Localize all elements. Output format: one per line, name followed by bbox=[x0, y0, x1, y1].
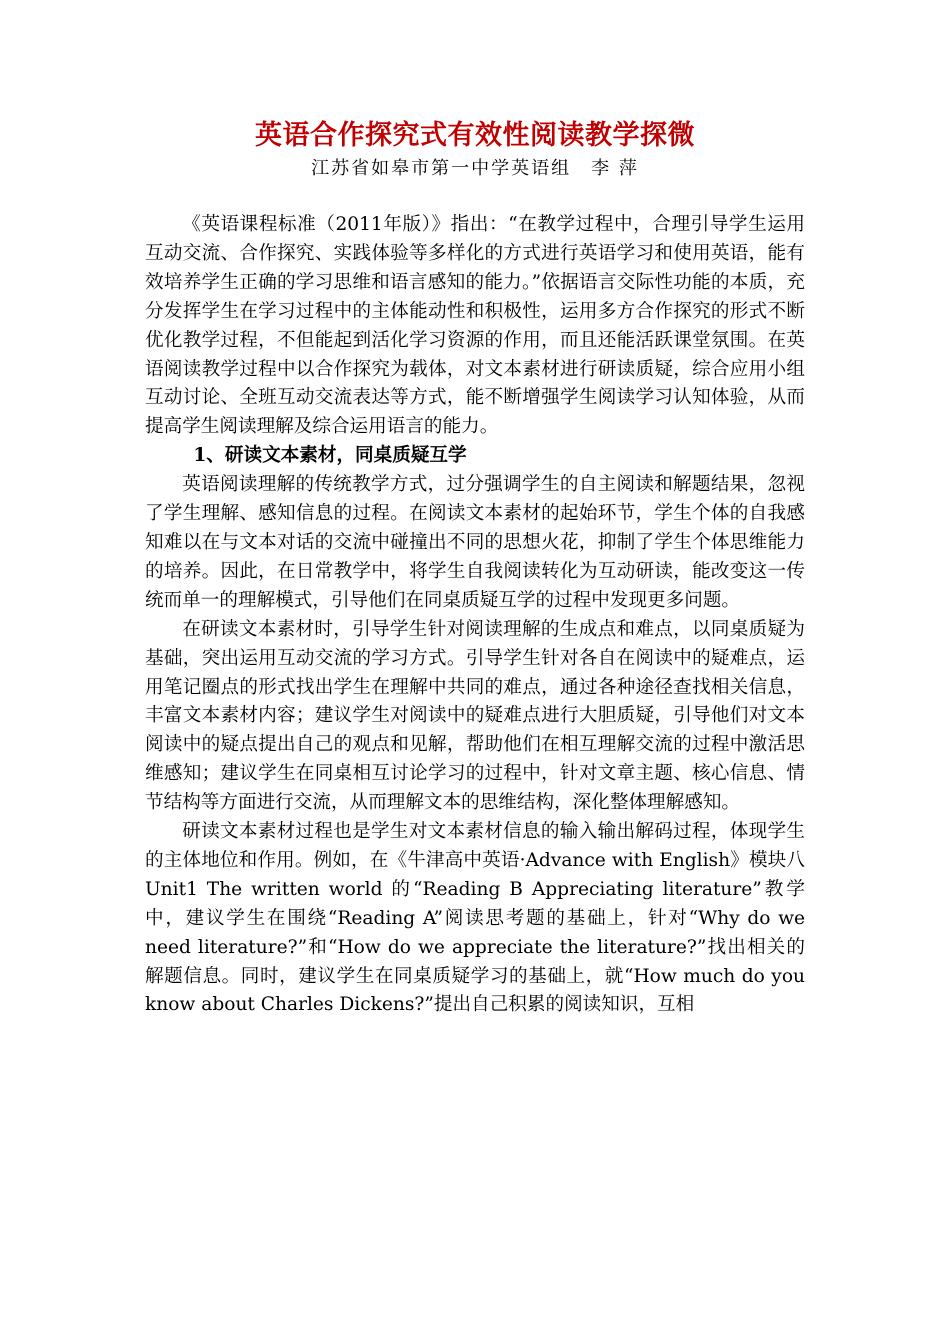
paragraph-3: 在研读文本素材时，引导学生针对阅读理解的生成点和难点，以同桌质疑为基础，突出运用互动交流的学习方式。引导学生针对各自在阅读中的疑难点，运用笔记圈点的形式找出学生在理解中共同的难点，通过各种途径查找相关信息，丰富文本素材内容；建议学生对阅读中的疑难点进行大胆质疑，引导他们对文本阅读中的疑点提出自己的观点和见解，帮助他们在相互理解交流的过程中激活思维感知；建议学生在同桌相互讨论学习的过程中，针对文章主题、核心信息、情节结构等方面进行交流，从而理解文本的思维结构，深化整体理解感知。 bbox=[145, 618, 805, 814]
document-title: 英语合作探究式有效性阅读教学探微 bbox=[255, 120, 695, 151]
document-body bbox=[145, 211, 805, 1020]
paragraph-2: 英语阅读理解的传统教学方式，过分强调学生的自主阅读和解题结果，忽视了学生理解、感知信息的过程。在阅读文本素材的起始环节，学生个体的自我感知难以在与文本对话的交流中碰撞出不同的思想火花，抑制了学生个体思维能力的培养。因此，在日常教学中，将学生自我阅读转化为互动研读，能改变这一传统而单一的理解模式，引导他们在同桌质疑互学的过程中发现更多问题。 bbox=[145, 474, 805, 611]
author-line: 江苏省如皋市第一中学英语组 李 萍 bbox=[311, 158, 639, 179]
paragraph-4: 研读文本素材过程也是学生对文本素材信息的输入输出解码过程，体现学生的主体地位和作用。例如，在《牛津高中英语·Advance with English》模块八 Unit1 The written world 的“Reading B Appreciating literature”教学中，建议学生在围绕“Reading A”阅读思考题的基础上，针对“Why do we need literature?”和“How do we appreciate the literature?”找出相关的解题信息。同时，建议学生在同桌质疑学习的基础上，就“How much do you know about Charles Dickens?”提出自己积累的阅读知识，互相 bbox=[145, 821, 805, 1016]
section-heading-1: 1、研读文本素材，同桌质疑互学 bbox=[193, 445, 467, 467]
paragraph-intro: 《英语课程标准（2011年版）》指出：“在教学过程中，合理引导学生运用互动交流、合作探究、实践体验等多样化的方式进行英语学习和使用英语，能有效培养学生正确的学习思维和语言感知的能力。”依据语言交际性功能的本质，充分发挥学生在学习过程中的主体能动性和积极性，运用多方合作探究的形式不断优化教学过程，不但能起到活化学习资源的作用，而且还能活跃课堂氛围。在英语阅读教学过程中以合作探究为载体，对文本素材进行研读质疑，综合应用小组互动讨论、全班互动交流表达等方式，能不断增强学生阅读学习认知体验，从而提高学生阅读理解及综合运用语言的能力。 bbox=[145, 214, 805, 438]
